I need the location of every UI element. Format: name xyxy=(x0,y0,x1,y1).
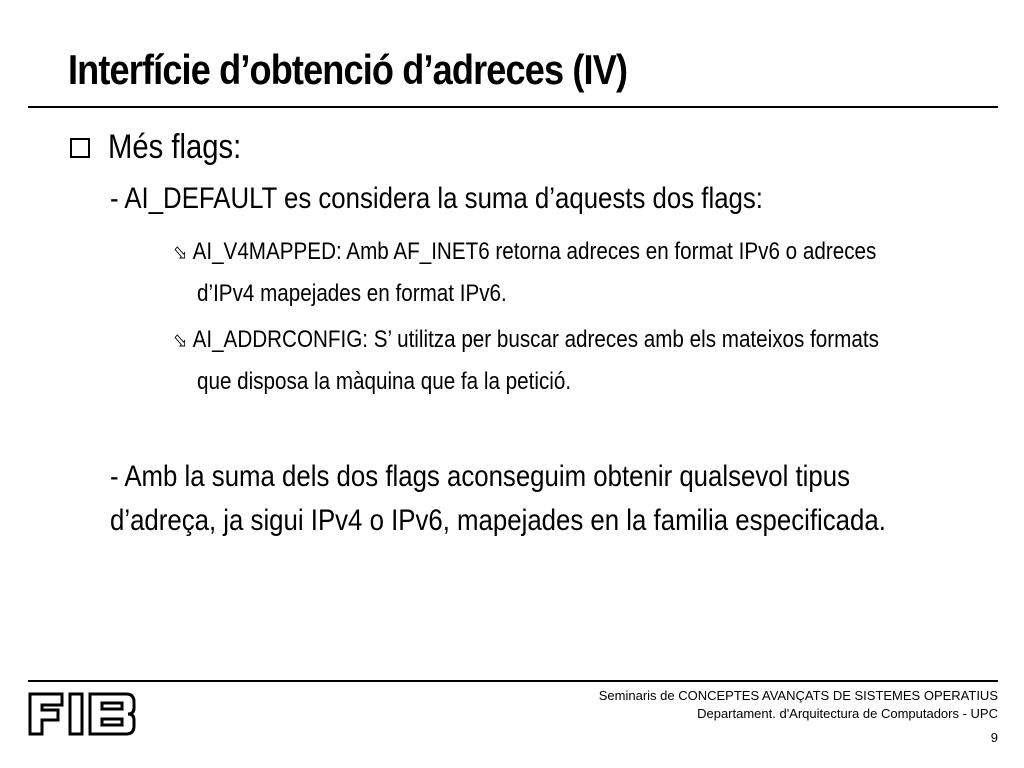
addrconfig-text-1: AI_ADDRCONFIG: S’ utilitza per buscar adreces amb els mateixos formats xyxy=(192,326,879,353)
page-number: 9 xyxy=(990,730,998,745)
bullet-text: Més flags: xyxy=(108,128,242,166)
summary-text-2: d’adreça, ja sigui IPv4 o IPv6, mapejades en la familia especificada. xyxy=(110,504,886,537)
addrconfig-text-2: que disposa la màquina que fa la petició. xyxy=(197,368,572,395)
slide-title: Interfície d’obtenció d’adreces (IV) xyxy=(68,46,628,93)
v4mapped-text-2: d’IPv4 mapejades en format IPv6. xyxy=(197,280,507,307)
footer-divider xyxy=(28,680,998,682)
footer-course-title: Seminaris de CONCEPTES AVANÇATS DE SISTEMES OPERATIUS xyxy=(598,688,998,703)
bullet-mes-flags xyxy=(70,128,263,167)
fib-logo xyxy=(26,688,138,745)
sub-item-v4mapped xyxy=(173,238,876,266)
sub-item-addrconfig xyxy=(173,326,879,354)
footer-department: Departament. d'Arquitectura de Computadors - UPC xyxy=(697,706,998,721)
square-bullet-icon xyxy=(70,138,90,158)
ai-default-line: - AI_DEFAULT es considera la suma d’aquests dos flags: xyxy=(110,182,763,215)
arrow-icon: ⬂ xyxy=(173,240,188,264)
arrow-icon: ⬂ xyxy=(173,328,188,352)
summary-text-1: - Amb la suma dels dos flags aconseguim obtenir qualsevol tipus xyxy=(110,460,851,493)
v4mapped-text-1: AI_V4MAPPED: Amb AF_INET6 retorna adreces en format IPv6 o adreces xyxy=(192,238,877,265)
title-divider xyxy=(28,106,998,108)
